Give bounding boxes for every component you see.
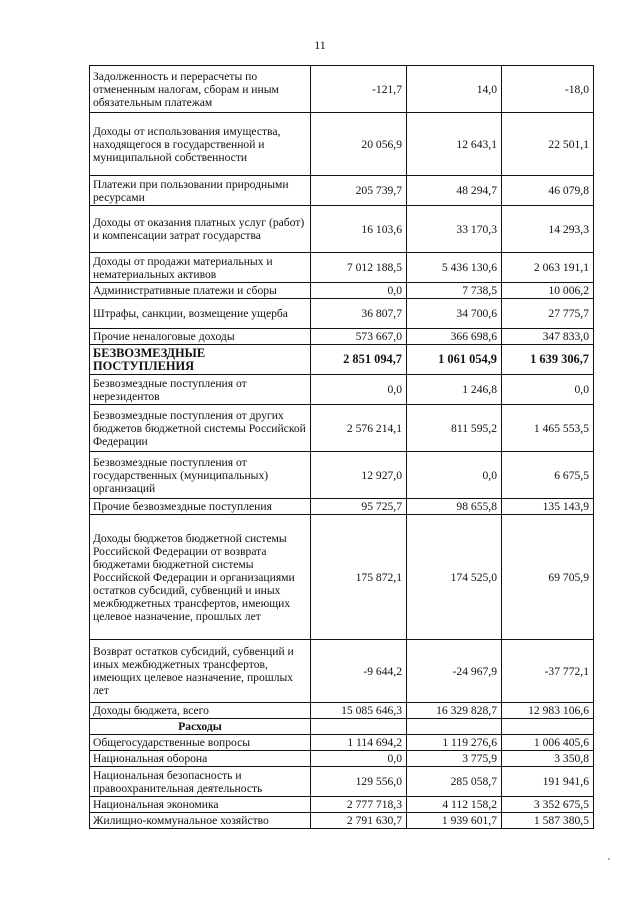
row-label: Жилищно-коммунальное хозяйство bbox=[90, 813, 311, 829]
row-label: Задолженность и перерасчеты по отмененным налогам, сборам и иным обязательным платежам bbox=[90, 66, 311, 113]
table-row bbox=[90, 283, 594, 299]
table-row bbox=[90, 703, 594, 719]
table-row bbox=[90, 345, 594, 375]
scan-speck bbox=[608, 858, 610, 860]
value-col-1: 0,0 bbox=[311, 751, 407, 767]
row-label: Доходы от использования имущества, находящегося в государственной и муниципальной собственности bbox=[90, 113, 311, 176]
value-col-2: 12 643,1 bbox=[407, 113, 502, 176]
value-col-1: 573 667,0 bbox=[311, 329, 407, 345]
value-col-2: 174 525,0 bbox=[407, 515, 502, 640]
value-col-2: 16 329 828,7 bbox=[407, 703, 502, 719]
row-label: Доходы от продажи материальных и нематериальных активов bbox=[90, 253, 311, 283]
row-label: Общегосударственные вопросы bbox=[90, 735, 311, 751]
value-col-2: 0,0 bbox=[407, 452, 502, 499]
value-col-1: 1 114 694,2 bbox=[311, 735, 407, 751]
value-col-2: 48 294,7 bbox=[407, 176, 502, 206]
value-col-3: 69 705,9 bbox=[502, 515, 594, 640]
value-col-2: 1 119 276,6 bbox=[407, 735, 502, 751]
value-col-1: 20 056,9 bbox=[311, 113, 407, 176]
value-col-1: 2 777 718,3 bbox=[311, 797, 407, 813]
value-col-2: 14,0 bbox=[407, 66, 502, 113]
value-col-1: 16 103,6 bbox=[311, 206, 407, 253]
value-col-2: 366 698,6 bbox=[407, 329, 502, 345]
value-col-1: 205 739,7 bbox=[311, 176, 407, 206]
table-row bbox=[90, 813, 594, 829]
row-label: Безвозмездные поступления от государственных (муниципальных) организаций bbox=[90, 452, 311, 499]
value-col-1: -9 644,2 bbox=[311, 640, 407, 703]
row-label: Прочие безвозмездные поступления bbox=[90, 499, 311, 515]
table-row bbox=[90, 640, 594, 703]
value-col-3: 6 675,5 bbox=[502, 452, 594, 499]
value-col-2: 33 170,3 bbox=[407, 206, 502, 253]
table-row bbox=[90, 299, 594, 329]
value-col-3: 1 587 380,5 bbox=[502, 813, 594, 829]
value-col-3: 10 006,2 bbox=[502, 283, 594, 299]
value-col-3 bbox=[502, 719, 594, 735]
table-row bbox=[90, 176, 594, 206]
row-label: Расходы bbox=[90, 719, 311, 735]
value-col-1: 95 725,7 bbox=[311, 499, 407, 515]
budget-table bbox=[89, 65, 594, 829]
value-col-2 bbox=[407, 719, 502, 735]
value-col-2: 1 246,8 bbox=[407, 375, 502, 405]
row-label: Административные платежи и сборы bbox=[90, 283, 311, 299]
value-col-3: 135 143,9 bbox=[502, 499, 594, 515]
table-row bbox=[90, 719, 594, 735]
table-row bbox=[90, 751, 594, 767]
value-col-3: 3 352 675,5 bbox=[502, 797, 594, 813]
row-label: БЕЗВОЗМЕЗДНЫЕ ПОСТУПЛЕНИЯ bbox=[90, 345, 311, 375]
row-label: Платежи при пользовании природными ресурсами bbox=[90, 176, 311, 206]
row-label: Безвозмездные поступления от нерезидентов bbox=[90, 375, 311, 405]
value-col-1 bbox=[311, 719, 407, 735]
value-col-1: 2 791 630,7 bbox=[311, 813, 407, 829]
value-col-2: 5 436 130,6 bbox=[407, 253, 502, 283]
value-col-2: 285 058,7 bbox=[407, 767, 502, 797]
value-col-2: 34 700,6 bbox=[407, 299, 502, 329]
value-col-3: 347 833,0 bbox=[502, 329, 594, 345]
value-col-1: 0,0 bbox=[311, 283, 407, 299]
value-col-2: 1 061 054,9 bbox=[407, 345, 502, 375]
value-col-2: 1 939 601,7 bbox=[407, 813, 502, 829]
row-label: Безвозмездные поступления от других бюджетов бюджетной системы Российской Федерации bbox=[90, 405, 311, 452]
row-label: Доходы бюджетов бюджетной системы Российской Федерации от возврата бюджетами бюджетной системы Российской Федерации и организациями остатков субсидий, субвенций и иных межбюджетных трансфертов, имеющих целевое назначение, прошлых лет bbox=[90, 515, 311, 640]
row-label: Доходы от оказания платных услуг (работ) и компенсации затрат государства bbox=[90, 206, 311, 253]
value-col-1: 15 085 646,3 bbox=[311, 703, 407, 719]
table-row bbox=[90, 66, 594, 113]
row-label: Национальная безопасность и правоохранительная деятельность bbox=[90, 767, 311, 797]
value-col-3: 1 006 405,6 bbox=[502, 735, 594, 751]
row-label: Штрафы, санкции, возмещение ущерба bbox=[90, 299, 311, 329]
table-row bbox=[90, 499, 594, 515]
value-col-3: 191 941,6 bbox=[502, 767, 594, 797]
value-col-3: 2 063 191,1 bbox=[502, 253, 594, 283]
table-row bbox=[90, 253, 594, 283]
row-label: Национальная оборона bbox=[90, 751, 311, 767]
value-col-1: 175 872,1 bbox=[311, 515, 407, 640]
row-label: Доходы бюджета, всего bbox=[90, 703, 311, 719]
table-row bbox=[90, 797, 594, 813]
value-col-1: 7 012 188,5 bbox=[311, 253, 407, 283]
table-row bbox=[90, 405, 594, 452]
value-col-2: 4 112 158,2 bbox=[407, 797, 502, 813]
value-col-2: -24 967,9 bbox=[407, 640, 502, 703]
value-col-1: 36 807,7 bbox=[311, 299, 407, 329]
value-col-3: 46 079,8 bbox=[502, 176, 594, 206]
value-col-2: 3 775,9 bbox=[407, 751, 502, 767]
table-row bbox=[90, 452, 594, 499]
value-col-3: 22 501,1 bbox=[502, 113, 594, 176]
table-row bbox=[90, 206, 594, 253]
page-number: 11 bbox=[314, 38, 326, 52]
value-col-2: 811 595,2 bbox=[407, 405, 502, 452]
value-col-1: 129 556,0 bbox=[311, 767, 407, 797]
table-row bbox=[90, 515, 594, 640]
table-row bbox=[90, 735, 594, 751]
value-col-3: 14 293,3 bbox=[502, 206, 594, 253]
value-col-1: 12 927,0 bbox=[311, 452, 407, 499]
value-col-1: 2 576 214,1 bbox=[311, 405, 407, 452]
value-col-3: -18,0 bbox=[502, 66, 594, 113]
table-row bbox=[90, 767, 594, 797]
row-label: Возврат остатков субсидий, субвенций и иных межбюджетных трансфертов, имеющих целевое назначение, прошлых лет bbox=[90, 640, 311, 703]
row-label: Прочие неналоговые доходы bbox=[90, 329, 311, 345]
value-col-3: 27 775,7 bbox=[502, 299, 594, 329]
value-col-3: 1 465 553,5 bbox=[502, 405, 594, 452]
value-col-3: -37 772,1 bbox=[502, 640, 594, 703]
value-col-3: 1 639 306,7 bbox=[502, 345, 594, 375]
value-col-1: 2 851 094,7 bbox=[311, 345, 407, 375]
value-col-3: 0,0 bbox=[502, 375, 594, 405]
value-col-2: 98 655,8 bbox=[407, 499, 502, 515]
value-col-2: 7 738,5 bbox=[407, 283, 502, 299]
row-label: Национальная экономика bbox=[90, 797, 311, 813]
value-col-1: 0,0 bbox=[311, 375, 407, 405]
value-col-1: -121,7 bbox=[311, 66, 407, 113]
table-row bbox=[90, 375, 594, 405]
table-row bbox=[90, 329, 594, 345]
value-col-3: 3 350,8 bbox=[502, 751, 594, 767]
value-col-3: 12 983 106,6 bbox=[502, 703, 594, 719]
table-row bbox=[90, 113, 594, 176]
